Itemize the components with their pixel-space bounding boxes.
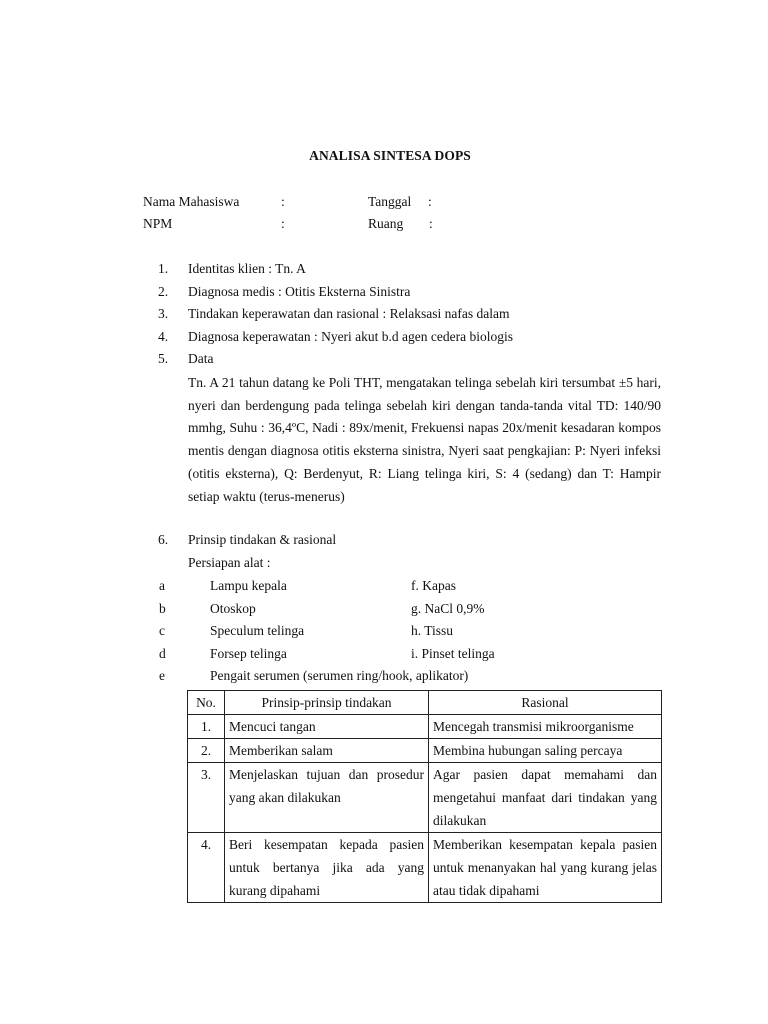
cell-no: 3. (188, 763, 225, 833)
numbered-list (143, 258, 663, 371)
prinsip-table (187, 690, 662, 903)
colon: : (281, 216, 285, 231)
tool-left: Lampu kepala (210, 578, 287, 593)
list-item (143, 529, 663, 552)
list-item (159, 575, 679, 598)
tool-letter: e (159, 668, 165, 684)
cell-no: 1. (188, 715, 225, 739)
colon: : (428, 194, 432, 209)
table-row (188, 833, 662, 903)
list-text: Prinsip tindakan & rasional (188, 532, 337, 547)
cell-rasional: Membina hubungan saling percaya (429, 739, 662, 763)
numbered-list-6 (143, 529, 663, 574)
cell-no: 2. (188, 739, 225, 763)
list-number: 2. (158, 283, 169, 299)
cell-prinsip: Beri kesempatan kepada pasien untuk bertanya jika ada yang kurang dipahami (225, 833, 429, 903)
list-number: 3. (158, 306, 169, 322)
list-item (159, 620, 679, 643)
tool-left: Speculum telinga (210, 623, 305, 639)
colon: : (429, 216, 433, 231)
cell-prinsip: Memberikan salam (225, 739, 429, 763)
cell-rasional: Agar pasien dapat memahami dan mengetahui manfaat dari tindakan yang dilakukan (429, 763, 662, 833)
header-no: No. (188, 691, 225, 715)
list-item (143, 552, 663, 575)
header-prinsip: Prinsip-prinsip tindakan (225, 691, 429, 715)
list-number: 6. (158, 532, 169, 547)
table-row (188, 763, 662, 833)
tool-letter: c (159, 623, 165, 639)
list-item (159, 598, 679, 621)
table-row (188, 715, 662, 739)
tool-letter: b (159, 600, 166, 616)
tool-letter: d (159, 645, 166, 661)
cell-rasional: Memberikan kesempatan kepala pasien untuk menanyakan hal yang kurang jelas atau tidak dipahami (429, 833, 662, 903)
list-text: Diagnosa keperawatan : Nyeri akut b.d agen cedera biologis (188, 328, 514, 344)
list-item (159, 643, 679, 666)
tool-left: Forsep telinga (210, 645, 287, 661)
list-number: 1. (158, 261, 169, 276)
header-rasional: Rasional (429, 691, 662, 715)
tool-left: Otoskop (210, 600, 256, 616)
tool-right: f. Kapas (411, 578, 456, 593)
data-paragraph: Tn. A 21 tahun datang ke Poli THT, mengatakan telinga sebelah kiri tersumbat ±5 hari, nyeri dan berdengung pada telinga sebelah kiri dengan tanda-tanda vital TD: 140/90 mmhg, Suhu : 36,4ºC, Nadi : 89x/menit, Frekuensi napas 20x/menit kesadaran kompos mentis dengan diagnosa otitis eksterna sinistra, Nyeri saat pengkajian: P: Nyeri infeksi (otitis eksterna), Q: Berdenyut, R: Liang telinga kiri, S: 4 (sedang) dan T: Hampir setiap waktu (terus-menerus) (188, 375, 661, 504)
tool-right: i. Pinset telinga (411, 645, 495, 661)
list-number: 4. (158, 328, 169, 344)
tool-right: g. NaCl 0,9% (411, 600, 485, 616)
list-item (143, 258, 663, 281)
tool-letter: a (159, 578, 165, 593)
list-text: Diagnosa medis : Otitis Eksterna Sinistra (188, 283, 411, 299)
colon: : (281, 194, 285, 209)
list-text: Tindakan keperawatan dan rasional : Relaksasi nafas dalam (188, 306, 510, 322)
cell-rasional: Mencegah transmisi mikroorganisme (429, 715, 662, 739)
tool-left: Pengait serumen (serumen ring/hook, aplikator) (210, 668, 469, 684)
list-item (143, 326, 663, 349)
cell-prinsip: Menjelaskan tujuan dan prosedur yang akan dilakukan (225, 763, 429, 833)
tool-right: h. Tissu (411, 623, 454, 639)
table-header-row (188, 691, 662, 715)
cell-prinsip: Mencuci tangan (225, 715, 429, 739)
cell-no: 4. (188, 833, 225, 903)
table-row (188, 739, 662, 763)
list-item (143, 303, 663, 326)
label-tanggal: Tanggal (368, 194, 412, 209)
list-text: Identitas klien : Tn. A (188, 261, 306, 276)
label-nama-mahasiswa: Nama Mahasiswa (143, 194, 240, 209)
list-number: 5. (158, 351, 169, 367)
tools-list (159, 575, 679, 688)
list-item (143, 348, 663, 371)
list-item (143, 281, 663, 304)
persiapan-label: Persiapan alat : (188, 554, 271, 570)
list-text: Data (188, 351, 214, 367)
label-npm: NPM (143, 216, 173, 231)
label-ruang: Ruang (368, 216, 404, 231)
list-item (159, 665, 679, 688)
document-title: ANALISA SINTESA DOPS (309, 148, 471, 163)
